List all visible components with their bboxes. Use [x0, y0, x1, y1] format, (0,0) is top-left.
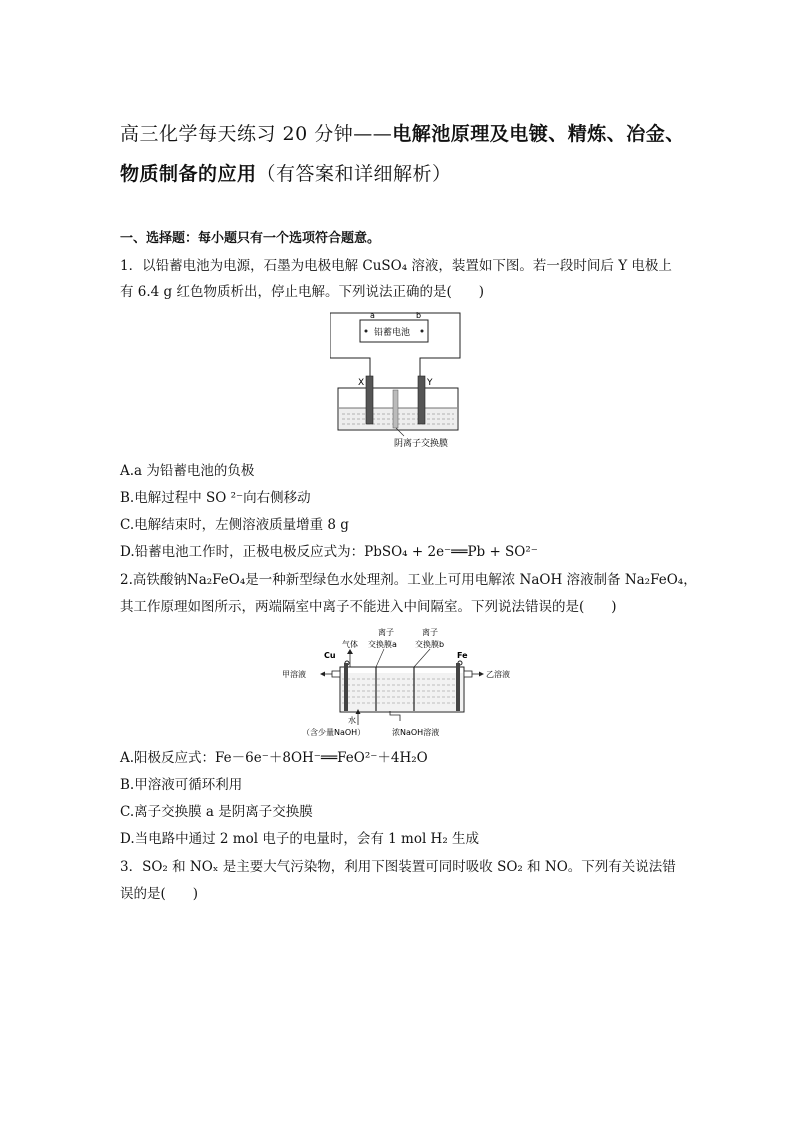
label-cu: Cu — [324, 651, 336, 660]
title-plain: 高三化学每天练习 20 分钟—— — [120, 123, 393, 145]
label-right-out: 乙溶液 — [486, 670, 510, 679]
label-left-out: 甲溶液 — [282, 670, 306, 679]
terminal-b-label: b — [416, 311, 422, 320]
q1-option-b: B.电解过程中 SO ²⁻向右侧移动 — [120, 490, 311, 506]
electrode-x-label: X — [358, 378, 365, 388]
q3-stem-1: 3．SO₂ 和 NOₓ 是主要大气污染物，利用下图装置可同时吸收 SO₂ 和 NO。下列有关说法错 — [120, 859, 676, 875]
label-water-note: （含少量NaOH） — [302, 728, 366, 737]
electrode-y-label: Y — [427, 378, 433, 388]
title-bold-2: 物质制备的应用 — [120, 163, 257, 185]
cu-electrode — [344, 663, 348, 711]
fe-electrode — [456, 663, 460, 711]
label-membrane-b-2: 交换膜b — [415, 640, 445, 649]
q2-option-c: C.离子交换膜 a 是阴离子交换膜 — [120, 804, 313, 820]
q1-stem-1: 1．以铅蓄电池为电源，石墨为电极电解 CuSO₄ 溶液，装置如下图。若一段时间后 Y 电极上 — [120, 258, 672, 274]
membrane-label: 阴离子交换膜 — [394, 439, 449, 449]
q2-option-b: B.甲溶液可循环利用 — [120, 777, 243, 793]
q2-stem-1: 2.高铁酸钠Na₂FeO₄是一种新型绿色水处理剂。工业上可用电解浓 NaOH 溶液制备 Na₂FeO₄， — [120, 572, 697, 588]
q1-stem-2: 有 6.4 g 红色物质析出，停止电解。下列说法正确的是( ) — [120, 284, 485, 300]
battery-label: 铅蓄电池 — [374, 328, 411, 338]
electrode-y — [418, 376, 425, 424]
q2-option-a: A.阳极反应式：Fe－6e⁻＋8OH⁻══FeO²⁻＋4H₂O — [120, 750, 428, 766]
terminal-a-label: a — [370, 311, 375, 320]
electrode-x — [366, 376, 373, 424]
label-gas: 气体 — [342, 640, 358, 649]
q3-stem-2: 误的是( ) — [120, 886, 199, 902]
q1-option-c: C.电解结束时，左侧溶液质量增重 8 g — [120, 517, 349, 533]
page-title-line1 — [120, 120, 700, 148]
label-membrane-a-1: 离子 — [378, 628, 394, 637]
q2-option-d: D.当电路中通过 2 mol 电子的电量时，会有 1 mol H₂ 生成 — [120, 831, 480, 847]
label-fe: Fe — [457, 651, 468, 660]
q1-option-a: A.a 为铅蓄电池的负极 — [120, 463, 255, 479]
page-title-line2 — [120, 160, 700, 188]
label-membrane-a-2: 交换膜a — [368, 640, 397, 649]
label-naoh: 浓NaOH溶液 — [392, 728, 440, 737]
q1-electrolysis-figure — [330, 308, 470, 453]
label-water: 水 — [348, 716, 356, 725]
section-heading: 一、选择题：每小题只有一个选项符合题意。 — [120, 231, 381, 246]
q1-option-d: D.铅蓄电池工作时，正极电极反应式为：PbSO₄ + 2e⁻══Pb + SO²⁻ — [120, 544, 538, 560]
label-membrane-b-1: 离子 — [422, 628, 438, 637]
title-bold: 电解池原理及电镀、精炼、冶金、 — [392, 123, 685, 145]
q2-electrolysis-figure — [280, 625, 520, 743]
q2-stem-2: 其工作原理如图所示，两端隔室中离子不能进入中间隔室。下列说法错误的是( ) — [120, 599, 617, 615]
title-plain-2: （有答案和详细解析） — [256, 163, 452, 185]
anion-membrane — [393, 390, 398, 428]
